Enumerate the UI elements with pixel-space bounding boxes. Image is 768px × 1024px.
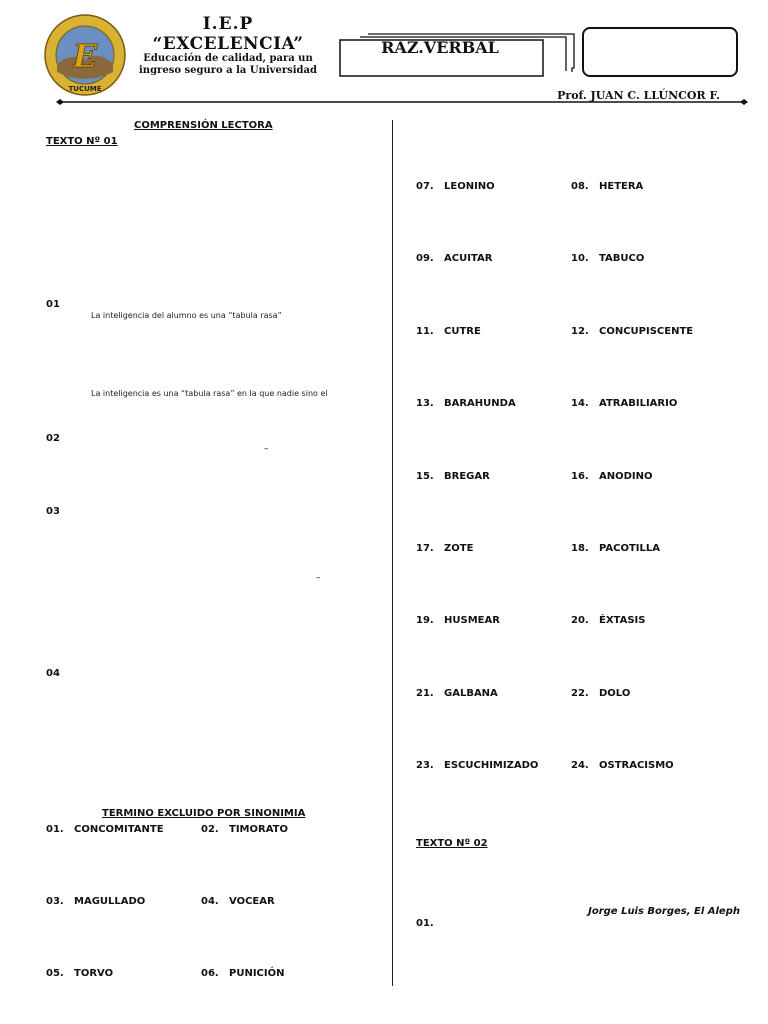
section-title-excluded: TERMINO EXCLUIDO POR SINONIMIA — [102, 808, 306, 819]
excluded-item: 06. PUNICIÓN — [201, 968, 285, 979]
excluded-item: 14. ATRABILIARIO — [571, 398, 678, 409]
text-label-02: TEXTO Nº 02 — [416, 838, 488, 849]
question-number: 01. — [416, 918, 434, 929]
excluded-item: 02. TIMORATO — [201, 824, 288, 835]
excluded-item: 16. ANODINO — [571, 471, 653, 482]
excluded-item: 23. ESCUCHIMIZADO — [416, 760, 539, 771]
excluded-item: 07. LEONINO — [416, 181, 495, 192]
excluded-item: 05. TORVO — [46, 968, 114, 979]
excluded-item: 13. BARAHUNDA — [416, 398, 516, 409]
grade-box — [582, 27, 738, 77]
excluded-item: 17. ZOTE — [416, 543, 474, 554]
crest-bottom-text: TUCUME — [68, 85, 102, 93]
subject-title: RAZ.VERBAL — [381, 38, 499, 57]
question-option-text: La inteligencia es una “tabula rasa” en la que nadie sino el — [91, 389, 328, 398]
excluded-item: 03. MAGULLADO — [46, 896, 146, 907]
question-number: 04 — [46, 668, 60, 679]
excluded-item: 04. VOCEAR — [201, 896, 275, 907]
excluded-item: 10. TABUCO — [571, 253, 645, 264]
excluded-item: 01. CONCOMITANTE — [46, 824, 164, 835]
excluded-item: 21. GALBANA — [416, 688, 498, 699]
excluded-item: 24. OSTRACISMO — [571, 760, 674, 771]
dash-mark: – — [316, 573, 321, 583]
dash-mark: – — [264, 444, 269, 454]
excluded-item: 15. BREGAR — [416, 471, 490, 482]
question-number: 01 — [46, 299, 60, 310]
excluded-item: 12. CONCUPISCENTE — [571, 326, 694, 337]
excluded-item: 19. HUSMEAR — [416, 615, 500, 626]
excluded-item: 11. CUTRE — [416, 326, 481, 337]
column-divider — [392, 120, 393, 986]
question-option-text: La inteligencia del alumno es una “tabula rasa” — [91, 311, 282, 320]
school-slogan: Educación de calidad, para un ingreso seguro a la Universidad — [139, 53, 317, 76]
section-title-comprension: COMPRENSIÓN LECTORA — [134, 120, 273, 131]
header-divider — [56, 97, 748, 107]
professor-name: Prof. JUAN C. LLÚNCOR F. — [557, 89, 720, 102]
excluded-item: 09. ACUITAR — [416, 253, 493, 264]
school-name: “EXCELENCIA” — [152, 34, 304, 54]
text-author: Jorge Luis Borges, El Aleph — [588, 906, 740, 917]
question-number: 02 — [46, 433, 60, 444]
excluded-item: 18. PACOTILLA — [571, 543, 661, 554]
excluded-item: 20. ÉXTASIS — [571, 615, 646, 626]
excluded-item: 22. DOLO — [571, 688, 631, 699]
text-label-01: TEXTO Nº 01 — [46, 136, 118, 147]
school-crest-icon — [44, 14, 126, 96]
school-short-name: I.E.P — [202, 14, 254, 34]
question-number: 03 — [46, 506, 60, 517]
excluded-item: 08. HETERA — [571, 181, 644, 192]
crest-letter: E — [72, 37, 98, 75]
